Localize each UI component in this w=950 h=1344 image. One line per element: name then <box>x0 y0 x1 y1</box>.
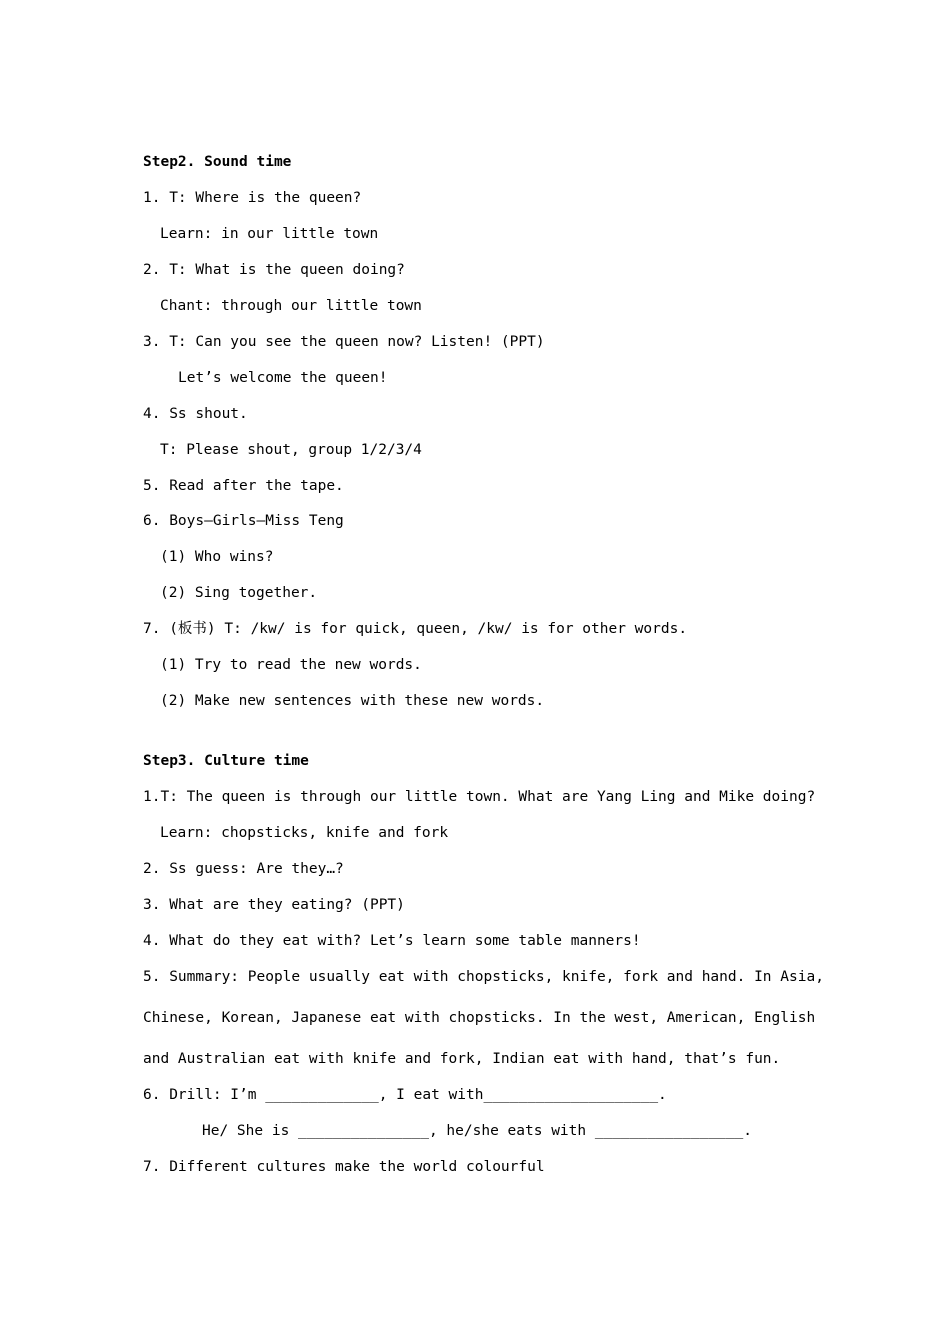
step2-line-10: 6. Boys—Girls—Miss Teng <box>143 513 344 529</box>
step3-line-4: 3. What are they eating? (PPT) <box>143 897 405 913</box>
step2-line-1: 1. T: Where is the queen? <box>143 190 362 206</box>
step2-line-5: 3. T: Can you see the queen now? Listen! (PPT) <box>143 334 545 350</box>
step2-line-8: T: Please shout, group 1/2/3/4 <box>160 442 422 458</box>
step3-line-3: 2. Ss guess: Are they…? <box>143 861 344 877</box>
step2-line-3: 2. T: What is the queen doing? <box>143 262 405 278</box>
step2-line-13: 7. (板书) T: /kw/ is for quick, queen, /kw/ is for other words. <box>143 621 688 637</box>
step3-line-11: 7. Different cultures make the world colourful <box>143 1159 545 1175</box>
step3-line-1: 1.T: The queen is through our little town. What are Yang Ling and Mike doing? <box>143 789 816 805</box>
step2-line-14: (1) Try to read the new words. <box>160 657 422 673</box>
step2-line-11: (1) Who wins? <box>160 549 274 565</box>
step3-line-5: 4. What do they eat with? Let’s learn some table manners! <box>143 933 641 949</box>
step3-line-8: and Australian eat with knife and fork, Indian eat with hand, that’s fun. <box>143 1051 781 1067</box>
step2-line-2: Learn: in our little town <box>160 226 379 242</box>
step2-line-12: (2) Sing together. <box>160 585 318 601</box>
step2-line-4: Chant: through our little town <box>160 298 422 314</box>
step2-line-15: (2) Make new sentences with these new words. <box>160 693 545 709</box>
step2-line-9: 5. Read after the tape. <box>143 478 344 494</box>
step2-heading: Step2. Sound time <box>143 154 292 170</box>
step3-line-6: 5. Summary: People usually eat with chopsticks, knife, fork and hand. In Asia, <box>143 969 824 985</box>
step3-line-9: 6. Drill: I’m _____________, I eat with____________________. <box>143 1087 667 1103</box>
step2-line-7: 4. Ss shout. <box>143 406 248 422</box>
step3-heading: Step3. Culture time <box>143 753 309 769</box>
step3-line-10: He/ She is _______________, he/she eats with _________________. <box>202 1123 752 1139</box>
step3-line-2: Learn: chopsticks, knife and fork <box>160 825 449 841</box>
step3-line-7: Chinese, Korean, Japanese eat with chopsticks. In the west, American, English <box>143 1010 816 1026</box>
step2-line-6: Let’s welcome the queen! <box>178 370 388 386</box>
